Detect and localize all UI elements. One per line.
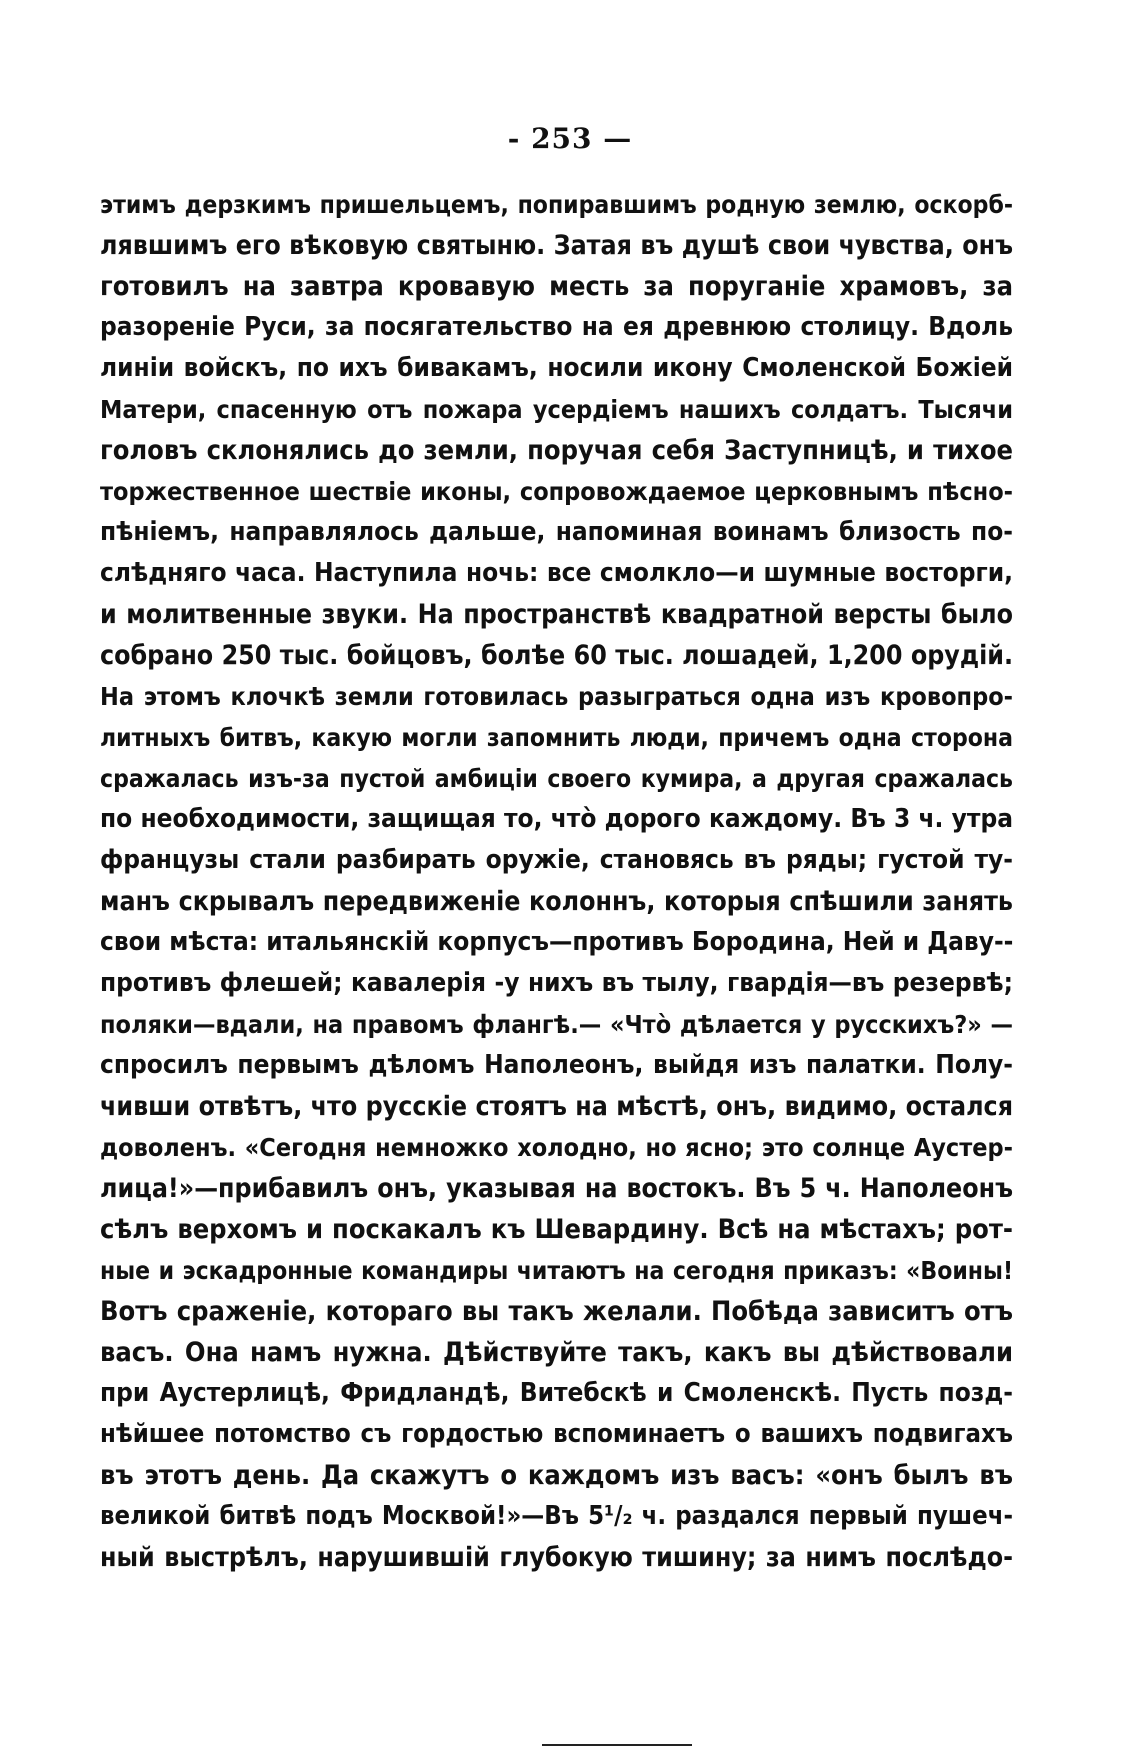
text-line: Матери, спасенную отъ пожара усердіемъ нашихъ солдатъ. Тысячи bbox=[100, 395, 1013, 424]
text-line: по необходимости, защищая то, что̀ дорого каждому. Въ 3 ч. утра bbox=[100, 804, 1013, 834]
text-line: манъ скрывалъ передвиженіе колоннъ, которыя спѣшили занять bbox=[100, 886, 1013, 917]
text-line: въ этотъ день. Да скажутъ о каждомъ изъ васъ: «онъ былъ въ bbox=[100, 1460, 1013, 1491]
text-line: слѣдняго часа. Наступила ночь: все смолкло—и шумные восторги, bbox=[100, 558, 1013, 588]
page-number: - 253 — bbox=[507, 122, 633, 155]
text-line: доволенъ. «Сегодня немножко холодно, но ясно; это солнце Аустер- bbox=[100, 1133, 1013, 1162]
text-line: великой битвѣ подъ Москвой!»—Въ 5¹/₂ ч. раздался первый пушеч- bbox=[100, 1501, 1013, 1531]
text-line: чивши отвѣтъ, что русскіе стоятъ на мѣстѣ, онъ, видимо, остался bbox=[100, 1091, 1013, 1122]
text-line: нѣйшее потомство съ гордостью вспоминаетъ о вашихъ подвигахъ bbox=[100, 1419, 1013, 1449]
text-line: сѣлъ верхомъ и поскакалъ къ Шевардину. Всѣ на мѣстахъ; рот- bbox=[100, 1214, 1013, 1245]
text-line: готовилъ на завтра кровавую месть за поруганіе храмовъ, за bbox=[100, 271, 1013, 302]
text-line: спросилъ первымъ дѣломъ Наполеонъ, выйдя изъ палатки. Полу- bbox=[100, 1050, 1013, 1080]
text-line: французы стали разбирать оружіе, становясь въ ряды; густой ту- bbox=[100, 845, 1013, 875]
text-line: торжественное шествіе иконы, сопровождаемое церковнымъ пѣсно- bbox=[100, 477, 1013, 506]
body-text bbox=[100, 184, 1013, 1578]
text-line: Вотъ сраженіе, котораго вы такъ желали. Побѣда зависитъ отъ bbox=[100, 1296, 1013, 1327]
text-line: васъ. Она намъ нужна. Дѣйствуйте такъ, какъ вы дѣйствовали bbox=[100, 1337, 1013, 1368]
text-line: противъ флешей; кавалерія -у нихъ въ тылу, гвардія—въ резервѣ; bbox=[100, 968, 1013, 998]
text-line: разореніе Руси, за посягательство на ея древнюю столицу. Вдоль bbox=[100, 312, 1013, 342]
text-line: и молитвенные звуки. На пространствѣ квадратной версты было bbox=[100, 599, 1013, 630]
text-line: этимъ дерзкимъ пришельцемъ, попиравшимъ родную землю, оскорб- bbox=[100, 190, 1013, 219]
text-line: ные и эскадронные командиры читаютъ на сегодня приказъ: «Воины! bbox=[100, 1256, 1013, 1285]
footer-rule bbox=[542, 1744, 692, 1746]
text-line: поляки—вдали, на правомъ флангѣ.— «Что̀ дѣлается у русскихъ?» — bbox=[100, 1010, 1013, 1039]
text-line: литныхъ битвъ, какую могли запомнить люди, причемъ одна сторона bbox=[100, 723, 1013, 752]
text-line: ный выстрѣлъ, нарушившій глубокую тишину; за нимъ послѣдо- bbox=[100, 1542, 1013, 1573]
text-line: линіи войскъ, по ихъ бивакамъ, носили икону Смоленской Божіей bbox=[100, 353, 1013, 383]
text-line: собрано 250 тыс. бойцовъ, болѣе 60 тыс. лошадей, 1,200 орудій. bbox=[100, 640, 1013, 671]
text-line: На этомъ клочкѣ земли готовилась разыграться одна изъ кровопро- bbox=[100, 682, 1013, 711]
text-line: свои мѣста: итальянскій корпусъ—противъ Бородина, Ней и Даву-- bbox=[100, 927, 1013, 957]
text-line: сражалась изъ-за пустой амбиціи своего кумира, а другая сражалась bbox=[100, 764, 1013, 793]
text-line: лица!»—прибавилъ онъ, указывая на востокъ. Въ 5 ч. Наполеонъ bbox=[100, 1173, 1013, 1204]
text-line: головъ склонялись до земли, поручая себя Заступницѣ, и тихое bbox=[100, 435, 1013, 466]
text-line: лявшимъ его вѣковую святыню. Затая въ душѣ свои чувства, онъ bbox=[100, 230, 1013, 261]
text-line: при Аустерлицѣ, Фридландѣ, Витебскѣ и Смоленскѣ. Пусть позд- bbox=[100, 1378, 1013, 1408]
text-line: пѣніемъ, направлялось дальше, напоминая воинамъ близость по- bbox=[100, 517, 1013, 547]
